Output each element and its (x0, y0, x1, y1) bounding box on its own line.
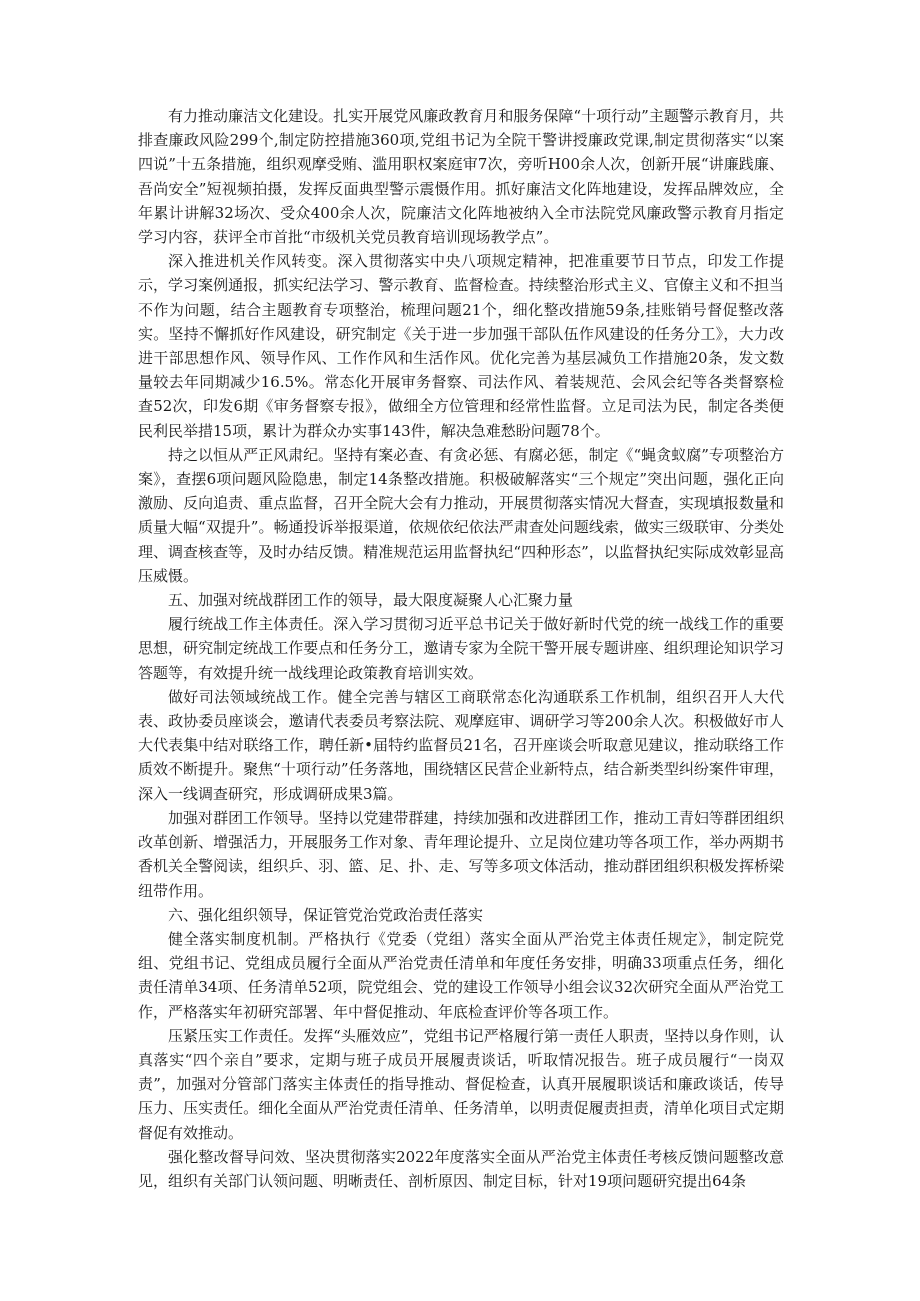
paragraph-united-front-responsibility: 履行统战工作主体责任。深入学习贯彻习近平总书记关于做好新时代党的统一战线工作的重要思想，研究制定统战工作要点和任务分工，邀请专家为全院干警开展专题讲座、组织理论知识学习答题等，有效提升统一战线理论政策教育培训实效。 (138, 615, 784, 682)
paragraph-institutional-mechanisms: 健全落实制度机制。严格执行《党委（党组）落实全面从严治党主体责任规定》，制定院党组、党组书记、党组成员履行全面从严治党责任清单和年度任务安排，明确33项重点任务，细化责任清单34项、任务清单52项，院党组会、党的建设工作领导小组会议32次研究全面从严治党工作，严格落实年初研究部署、年中督促推动、年底检查评价等各项工作。 (138, 929, 784, 1021)
document-body (138, 104, 784, 1193)
paragraph-judicial-united-front: 做好司法领域统战工作。健全完善与辖区工商联常态化沟通联系工作机制，组织召开人大代表、政协委员座谈会，邀请代表委员考察法院、观摩庭审、调研学习等200余人次。积极做好市人大代表集中结对联络工作，聘任新•届特约监督员21名，召开座谈会听取意见建议，推动联络工作质效不断提升。聚焦“十项行动”任务落地，围绕辖区民营企业新特点，结合新类型纠纷案件审理，深入一线调查研究，形成调研成果3篇。 (138, 687, 784, 803)
paragraph-work-responsibility: 压紧压实工作责任。发挥“头雁效应”，党组书记严格履行第一责任人职责，坚持以身作则，认真落实“四个亲自”要求，定期与班子成员开展履责谈话，听取情况报告。班子成员履行“一岗双责”，加强对分管部门落实主体责任的指导推动、督促检查，认真开展履职谈话和廉政谈话，传导压力、压实责任。细化全面从严治党责任清单、任务清单，以明责促履责担责，清单化项目式定期督促有效推动。 (138, 1026, 784, 1142)
paragraph-mass-organizations: 加强对群团工作领导。坚持以党建带群建，持续加强和改进群团工作，推动工青妇等群团组织改革创新、增强活力，开展服务工作对象、青年理论提升、立足岗位建功等各项工作，举办两期书香机关全警阅读，组织乒、羽、篮、足、扑、走、写等多项文体活动，推动群团组织积极发挥桥梁纽带作用。 (138, 808, 784, 900)
section-heading-united-front: 五、加强对统战群团工作的领导，最大限度凝聚人心汇聚力量 (168, 591, 574, 610)
paragraph-discipline: 持之以恒从严正风肃纪。坚持有案必查、有贪必惩、有腐必惩，制定《“蝇贪蚁腐”专项整治方案》，查摆6项问题风险隐患，制定14条整改措施。积极破解落实“三个规定”突出问题，强化正向激励、反向追责、重点监督，召开全院大会有力推动，开展贯彻落实情况大督查，实现填报数量和质量大幅“双提升”。畅通投诉举报渠道，依规依纪依法严肃查处问题线索，做实三级联审、分类处理、调查核查等，及时办结反馈。精准规范运用监督执纪“四种形态”，以监督执纪实际成效彰显高压威慑。 (138, 445, 784, 585)
paragraph-work-style: 深入推进机关作风转变。深入贯彻落实中央八项规定精神，把准重要节日节点，印发工作提示，学习案例通报，抓实纪法学习、警示教育、监督检查。持续整治形式主义、官僚主义和不担当不作为问题，结合主题教育专项整治，梳理问题21个，细化整改措施59条,挂账销号督促整改落实。坚持不懈抓好作风建设，研究制定《关于进一步加强干部队伍作风建设的任务分工》，大力改进干部思想作风、领导作风、工作作风和生活作风。优化完善为基层减负工作措施20条，发文数量较去年同期减少16.5%。常态化开展审务督察、司法作风、着装规范、会风会纪等各类督察检查52次，印发6期《审务督察专报》，做细全方位管理和经常性监督。立足司法为民，制定各类便民利民举措15项，累计为群众办实事143件，解决急难愁盼问题78个。 (138, 252, 784, 440)
paragraph-integrity-culture: 有力推动廉洁文化建设。扎实开展党风廉政教育月和服务保障“十项行动”主题警示教育月，共排查廉政风险299个,制定防控措施360项,党组书记为全院干警讲授廉政党课,制定贯彻落实“以案四说”十五条措施，组织观摩受贿、滥用职权案庭审7次，旁听H00余人次，创新开展“讲廉践廉、吾尚安全”短视频拍摄，发挥反面典型警示震慑作用。抓好廉洁文化阵地建设，发挥品牌效应，全年累计讲解32场次、受众400余人次，院廉洁文化阵地被纳入全市法院党风廉政警示教育月指定学习内容，获评全市首批“市级机关党员教育培训现场教学点”。 (138, 107, 784, 247)
section-heading-organizational-leadership: 六、强化组织领导，保证管党治党政治责任落实 (168, 905, 484, 924)
paragraph-rectification-supervision: 强化整改督导问效、坚决贯彻落实2022年度落实全面从严治党主体责任考核反馈问题整改意见，组织有关部门认领问题、明晰责任、剖析原因、制定目标，针对19项问题研究提出64条 (138, 1147, 784, 1190)
